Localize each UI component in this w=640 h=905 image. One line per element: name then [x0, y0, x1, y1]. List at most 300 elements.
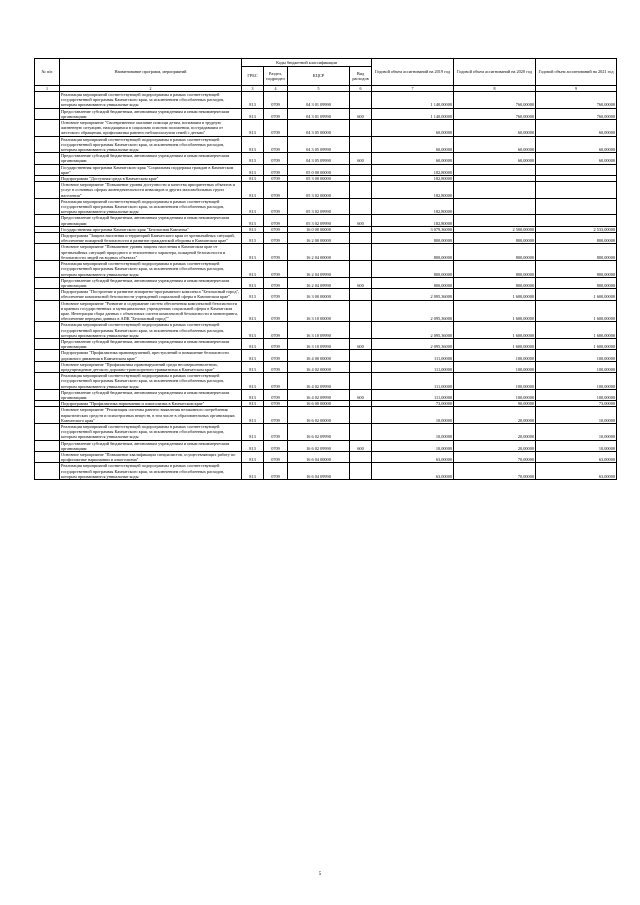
row-2020: 60,00000: [454, 153, 536, 164]
row-num: [35, 440, 60, 451]
row-2021: 63,00000: [536, 452, 617, 463]
row-2019: 800,00000: [372, 277, 454, 288]
row-num: [35, 261, 60, 278]
row-csr: 16 4 02 00000: [288, 361, 350, 372]
row-2020: 760,00000: [454, 92, 536, 109]
row-2021: 60,00000: [536, 136, 617, 153]
row-num: [35, 277, 60, 288]
row-vr: [350, 198, 372, 215]
row-rzpr: 0709: [264, 277, 288, 288]
row-2021: 10,00000: [536, 407, 617, 424]
row-2019: 2 095,36000: [372, 289, 454, 300]
row-name: Предоставление субсидий бюджетным, автономным учреждениям и иным некоммерческим организациям: [60, 389, 242, 400]
row-num: [35, 300, 60, 322]
col-number: 9: [536, 86, 617, 92]
row-csr: 05 3 00 00000: [288, 176, 350, 182]
table-row: [35, 361, 617, 372]
row-2019: 111,00000: [372, 361, 454, 372]
row-csr: 16 6 02 00000: [288, 407, 350, 424]
row-csr: 04 3 05 09990: [288, 153, 350, 164]
row-2020: [454, 164, 536, 175]
header-name: Наименование программ, мероприятий: [60, 59, 242, 86]
row-rzpr: 0709: [264, 226, 288, 232]
row-2019: 182,80000: [372, 198, 454, 215]
row-rzpr: 0709: [264, 440, 288, 451]
row-vr: [350, 233, 372, 244]
row-num: [35, 322, 60, 339]
row-name: Реализация мероприятий соответствующей подпрограммы в рамках соответствующей государственной программы Камчатского края, за исключением обособленных расходов, которым присваиваются уникальные коды: [60, 322, 242, 339]
row-csr: 05 3 02 09990: [288, 215, 350, 226]
row-vr: 600: [350, 108, 372, 119]
table-row: [35, 373, 617, 390]
table-row: [35, 120, 617, 137]
row-grbs: 813: [242, 215, 264, 226]
row-grbs: 813: [242, 277, 264, 288]
row-2021: [536, 182, 617, 199]
row-2021: 60,00000: [536, 120, 617, 137]
row-num: [35, 350, 60, 361]
row-num: [35, 407, 60, 424]
row-2021: [536, 215, 617, 226]
row-csr: 04 3 05 09990: [288, 136, 350, 153]
table-row: [35, 215, 617, 226]
row-2020: 70,00000: [454, 463, 536, 480]
row-rzpr: 0709: [264, 233, 288, 244]
row-2021: [536, 198, 617, 215]
col-number: 1: [35, 86, 60, 92]
row-grbs: 813: [242, 423, 264, 440]
row-2021: 100,00000: [536, 373, 617, 390]
row-name: Подпрограмма "Защита населения и территорий Камчатского края от чрезвычайных ситуаций, обеспечение пожарной безопасности и развитие гражданской обороны в Камчатском крае": [60, 233, 242, 244]
row-2020: [454, 215, 536, 226]
row-num: [35, 108, 60, 119]
row-name: Государственная программа Камчатского края "Безопасная Камчатка": [60, 226, 242, 232]
row-grbs: 813: [242, 261, 264, 278]
row-grbs: 813: [242, 300, 264, 322]
row-name: Предоставление субсидий бюджетным, автономным учреждениям и иным некоммерческим организациям: [60, 108, 242, 119]
row-2020: 100,00000: [454, 389, 536, 400]
row-csr: 16 6 04 09990: [288, 463, 350, 480]
row-2020: 100,00000: [454, 361, 536, 372]
row-name: Предоставление субсидий бюджетным, автономным учреждениям и иным некоммерческим организациям: [60, 215, 242, 226]
row-name: Предоставление субсидий бюджетным, автономным учреждениям и иным некоммерческим организациям: [60, 440, 242, 451]
table-row: [35, 261, 617, 278]
row-vr: [350, 361, 372, 372]
table-row: [35, 244, 617, 261]
row-grbs: 813: [242, 120, 264, 137]
row-2019: 182,80000: [372, 176, 454, 182]
row-vr: [350, 289, 372, 300]
row-grbs: 813: [242, 233, 264, 244]
row-csr: 05 0 00 00000: [288, 164, 350, 175]
row-csr: 16 2 04 00000: [288, 244, 350, 261]
table-row: [35, 440, 617, 451]
row-2021: [536, 164, 617, 175]
row-vr: [350, 350, 372, 361]
table-row: [35, 407, 617, 424]
row-2019: 111,00000: [372, 373, 454, 390]
row-2019: 63,00000: [372, 452, 454, 463]
header-2019: Годовой объем ассигнований на 2019 год: [372, 59, 454, 86]
row-rzpr: 0709: [264, 215, 288, 226]
row-2021: 60,00000: [536, 153, 617, 164]
row-grbs: 813: [242, 373, 264, 390]
header-num: № п/п: [35, 59, 60, 86]
row-grbs: 813: [242, 244, 264, 261]
row-2021: 760,00000: [536, 108, 617, 119]
col-number: 3: [242, 86, 264, 92]
row-rzpr: 0709: [264, 452, 288, 463]
row-2020: 1 600,00000: [454, 300, 536, 322]
row-rzpr: 0709: [264, 261, 288, 278]
row-rzpr: 0709: [264, 338, 288, 349]
row-grbs: 813: [242, 289, 264, 300]
row-num: [35, 338, 60, 349]
col-number: 5: [288, 86, 350, 92]
header-2020: Годовой объем ассигнований на 2020 год: [454, 59, 536, 86]
table-row: [35, 300, 617, 322]
row-name: Реализация мероприятий соответствующей подпрограммы в рамках соответствующей государственной программы Камчатского края, за исключением обособленных расходов, которым присваиваются уникальные коды: [60, 92, 242, 109]
row-2019: 1 140,00000: [372, 92, 454, 109]
row-2021: 1 600,00000: [536, 322, 617, 339]
row-2019: 60,00000: [372, 120, 454, 137]
row-name: Основное мероприятие "Профилактика правонарушений среди несовершеннолетних, предупреждение детского дорожно-транспортного травматизма в Камчатском крае": [60, 361, 242, 372]
row-num: [35, 289, 60, 300]
row-name: Основное мероприятие "Своевременное оказание помощи детям, попавшим в трудную жизненную ситуацию, находящимся в социально опасном положении, пострадавшим от жестокого обращения, профилактика раннего неблагополучия семей с детьми": [60, 120, 242, 137]
row-grbs: 813: [242, 350, 264, 361]
table-row: [35, 389, 617, 400]
header-csr: КЦСР: [288, 67, 350, 86]
row-name: Реализация мероприятий соответствующей подпрограммы в рамках соответствующей государственной программы Камчатского края, за исключением обособленных расходов, которым присваиваются уникальные коды: [60, 373, 242, 390]
row-2021: 100,00000: [536, 361, 617, 372]
table-row: [35, 198, 617, 215]
row-2019: 182,80000: [372, 164, 454, 175]
row-vr: 600: [350, 440, 372, 451]
row-rzpr: 0709: [264, 350, 288, 361]
row-2020: 800,00000: [454, 261, 536, 278]
table-row: [35, 233, 617, 244]
row-2020: 100,00000: [454, 373, 536, 390]
row-grbs: 813: [242, 389, 264, 400]
row-2021: 10,00000: [536, 423, 617, 440]
table-row: [35, 338, 617, 349]
row-rzpr: 0709: [264, 108, 288, 119]
row-rzpr: 0709: [264, 153, 288, 164]
row-csr: 16 3 10 00000: [288, 300, 350, 322]
row-csr: 16 4 00 00000: [288, 350, 350, 361]
col-number: 7: [372, 86, 454, 92]
row-num: [35, 463, 60, 480]
row-vr: 600: [350, 277, 372, 288]
row-2019: 60,00000: [372, 153, 454, 164]
row-name: Основное мероприятие "Повышение уровня защиты населения в Камчатском крае от чрезвычайных ситуаций природного и техногенного характера, пожарной безопасности и безопасности людей на водных объектах": [60, 244, 242, 261]
row-vr: [350, 423, 372, 440]
row-rzpr: 0709: [264, 407, 288, 424]
row-name: Основное мероприятие "Повышение уровня доступности и качества приоритетных объектов и услуг в основных сферах жизнедеятельности инвалидов и других маломобильных групп населения": [60, 182, 242, 199]
row-grbs: 813: [242, 338, 264, 349]
row-rzpr: 0709: [264, 361, 288, 372]
row-name: Реализация мероприятий соответствующей подпрограммы в рамках соответствующей государственной программы Камчатского края, за исключением обособленных расходов, которым присваиваются уникальные коды: [60, 136, 242, 153]
row-rzpr: 0709: [264, 289, 288, 300]
row-csr: 16 4 02 09990: [288, 373, 350, 390]
row-2019: 10,00000: [372, 423, 454, 440]
row-csr: 16 3 10 09990: [288, 338, 350, 349]
header-vr: Вид расходов: [350, 67, 372, 86]
row-2021: 800,00000: [536, 261, 617, 278]
row-2019: 63,00000: [372, 463, 454, 480]
row-csr: 16 2 04 09990: [288, 277, 350, 288]
row-num: [35, 198, 60, 215]
table-row: [35, 423, 617, 440]
row-vr: 600: [350, 215, 372, 226]
row-2020: 70,00000: [454, 452, 536, 463]
row-num: [35, 373, 60, 390]
row-2019: 800,00000: [372, 261, 454, 278]
col-number: 4: [264, 86, 288, 92]
row-vr: [350, 244, 372, 261]
row-2019: 2 095,36000: [372, 300, 454, 322]
row-grbs: 813: [242, 92, 264, 109]
row-2020: 20,00000: [454, 423, 536, 440]
row-num: [35, 164, 60, 175]
row-name: Реализация мероприятий соответствующей подпрограммы в рамках соответствующей государственной программы Камчатского края, за исключением обособленных расходов, которым присваиваются уникальные коды: [60, 423, 242, 440]
row-csr: 16 3 00 00000: [288, 289, 350, 300]
row-vr: [350, 407, 372, 424]
row-num: [35, 153, 60, 164]
row-grbs: 813: [242, 153, 264, 164]
row-name: Основное мероприятие "Повышение квалификации специалистов, осуществляющих работу по профилактике наркомании и алкоголизма": [60, 452, 242, 463]
col-number: 8: [454, 86, 536, 92]
budget-table: [34, 58, 617, 480]
table-row: [35, 153, 617, 164]
row-2020: 1 600,00000: [454, 322, 536, 339]
row-grbs: 813: [242, 322, 264, 339]
row-vr: [350, 373, 372, 390]
row-rzpr: 0709: [264, 164, 288, 175]
row-name: Государственная программа Камчатского края "Социальная поддержка граждан в Камчатском крае": [60, 164, 242, 175]
row-num: [35, 452, 60, 463]
row-csr: 16 6 02 09990: [288, 423, 350, 440]
row-2021: 1 600,00000: [536, 300, 617, 322]
col-number: 6: [350, 86, 372, 92]
row-2021: 63,00000: [536, 463, 617, 480]
row-vr: 600: [350, 389, 372, 400]
row-2020: 90,00000: [454, 401, 536, 407]
row-grbs: 813: [242, 452, 264, 463]
row-grbs: 813: [242, 361, 264, 372]
row-vr: [350, 92, 372, 109]
row-vr: 600: [350, 338, 372, 349]
row-rzpr: 0709: [264, 300, 288, 322]
table-row: [35, 108, 617, 119]
row-2021: 100,00000: [536, 350, 617, 361]
row-name: Основное мероприятие "Развитие и содержание систем обеспечения комплексной безопасности в краевых государственных и муниципальных учреждениях социальной сферы в Камчатском крае. Интеграция сбора данных с объектовых систем комплексной безопасности и мониторинга, обеспечение передачи данных в АПК "Безопасный город"": [60, 300, 242, 322]
row-csr: 16 3 10 09990: [288, 322, 350, 339]
row-rzpr: 0709: [264, 401, 288, 407]
row-csr: 04 3 01 09990: [288, 108, 350, 119]
row-csr: 05 3 02 09990: [288, 198, 350, 215]
row-2020: 60,00000: [454, 136, 536, 153]
row-vr: [350, 136, 372, 153]
row-vr: [350, 261, 372, 278]
row-vr: [350, 463, 372, 480]
row-num: [35, 215, 60, 226]
table-row: [35, 401, 617, 407]
row-2021: 1 600,00000: [536, 289, 617, 300]
header-grbs: ГРБС: [242, 67, 264, 86]
row-num: [35, 361, 60, 372]
row-2019: 800,00000: [372, 233, 454, 244]
row-rzpr: 0709: [264, 423, 288, 440]
row-grbs: 813: [242, 463, 264, 480]
table-row: [35, 350, 617, 361]
row-csr: 16 6 04 00000: [288, 452, 350, 463]
row-2019: 60,00000: [372, 136, 454, 153]
row-2020: 1 600,00000: [454, 338, 536, 349]
row-2019: 3 079,36000: [372, 226, 454, 232]
row-rzpr: 0709: [264, 244, 288, 261]
row-rzpr: 0709: [264, 373, 288, 390]
row-2021: 10,00000: [536, 440, 617, 451]
row-vr: [350, 182, 372, 199]
row-num: [35, 120, 60, 137]
row-grbs: 813: [242, 108, 264, 119]
row-rzpr: 0709: [264, 136, 288, 153]
row-vr: 600: [350, 153, 372, 164]
row-grbs: 813: [242, 401, 264, 407]
row-2021: 800,00000: [536, 233, 617, 244]
table-row: [35, 164, 617, 175]
row-2019: 2 095,36000: [372, 322, 454, 339]
row-grbs: 813: [242, 198, 264, 215]
row-csr: 16 6 02 09990: [288, 440, 350, 451]
table-body: [35, 92, 617, 480]
row-num: [35, 92, 60, 109]
row-2020: [454, 198, 536, 215]
row-2021: 2 533,00000: [536, 226, 617, 232]
row-name: Основное мероприятие "Реализация системы раннего выявления незаконного потребления наркотических средств и психотропных веществ, в том числе в образовательных организациях Камчатского края": [60, 407, 242, 424]
row-2020: 800,00000: [454, 244, 536, 261]
row-rzpr: 0709: [264, 176, 288, 182]
budget-table-sheet: [34, 58, 616, 480]
row-grbs: 813: [242, 136, 264, 153]
row-rzpr: 0709: [264, 322, 288, 339]
col-number: 2: [60, 86, 242, 92]
row-2019: 10,00000: [372, 440, 454, 451]
row-vr: [350, 300, 372, 322]
row-num: [35, 423, 60, 440]
row-name: Реализация мероприятий соответствующей подпрограммы в рамках соответствующей государственной программы Камчатского края, за исключением обособленных расходов, которым присваиваются уникальные коды: [60, 261, 242, 278]
table-row: [35, 277, 617, 288]
row-name: Предоставление субсидий бюджетным, автономным учреждениям и иным некоммерческим организациям: [60, 338, 242, 349]
table-row: [35, 226, 617, 232]
row-rzpr: 0709: [264, 463, 288, 480]
row-2020: 20,00000: [454, 440, 536, 451]
row-2020: 2 500,00000: [454, 226, 536, 232]
row-2020: 1 600,00000: [454, 289, 536, 300]
row-rzpr: 0709: [264, 198, 288, 215]
row-vr: [350, 322, 372, 339]
row-2020: [454, 182, 536, 199]
row-num: [35, 389, 60, 400]
row-name: Подпрограмма "Доступная среда в Камчатском крае": [60, 176, 242, 182]
row-csr: 04 3 01 09990: [288, 92, 350, 109]
row-2019: 2 095,36000: [372, 338, 454, 349]
row-2021: 800,00000: [536, 244, 617, 261]
table-row: [35, 452, 617, 463]
header-rzpr: Раздел, подраздел: [264, 67, 288, 86]
row-name: Предоставление субсидий бюджетным, автономным учреждениям и иным некоммерческим организациям: [60, 277, 242, 288]
table-row: [35, 92, 617, 109]
row-2019: 182,80000: [372, 182, 454, 199]
row-grbs: 813: [242, 176, 264, 182]
row-2021: 800,00000: [536, 277, 617, 288]
row-num: [35, 244, 60, 261]
row-name: Реализация мероприятий соответствующей подпрограммы в рамках соответствующей государственной программы Камчатского края, за исключением обособленных расходов, которым присваиваются уникальные коды: [60, 463, 242, 480]
row-csr: 04 3 05 00000: [288, 120, 350, 137]
row-csr: 16 2 04 09990: [288, 261, 350, 278]
row-rzpr: 0709: [264, 389, 288, 400]
row-rzpr: 0709: [264, 120, 288, 137]
row-grbs: 813: [242, 407, 264, 424]
row-name: Подпрограмма "Профилактика наркомании и алкоголизма в Камчатском крае": [60, 401, 242, 407]
row-name: Предоставление субсидий бюджетным, автономным учреждениям и иным некоммерческим организациям: [60, 153, 242, 164]
row-grbs: 813: [242, 440, 264, 451]
row-2020: 760,00000: [454, 108, 536, 119]
row-2019: 73,00000: [372, 401, 454, 407]
row-2019: 10,00000: [372, 407, 454, 424]
row-rzpr: 0709: [264, 92, 288, 109]
row-num: [35, 182, 60, 199]
row-num: [35, 233, 60, 244]
table-row: [35, 136, 617, 153]
row-vr: [350, 120, 372, 137]
row-2020: 800,00000: [454, 277, 536, 288]
row-2019: 800,00000: [372, 244, 454, 261]
row-csr: 16 2 00 00000: [288, 233, 350, 244]
row-2020: 60,00000: [454, 120, 536, 137]
table-row: [35, 322, 617, 339]
row-csr: 16 4 02 09990: [288, 389, 350, 400]
row-2019: 111,00000: [372, 389, 454, 400]
row-csr: 16 6 00 00000: [288, 401, 350, 407]
header-codes-group: Коды бюджетной классификации: [242, 59, 372, 67]
row-name: Подпрограмма "Профилактика правонарушений, преступлений и повышение безопасности дорожного движения в Камчатском крае": [60, 350, 242, 361]
row-2019: 1 140,00000: [372, 108, 454, 119]
row-grbs: 813: [242, 164, 264, 175]
header-2021: Годовой объем ассигнований на 2021 год: [536, 59, 617, 86]
row-2021: 73,00000: [536, 401, 617, 407]
row-csr: 05 3 02 00000: [288, 182, 350, 199]
row-2019: 182,80000: [372, 215, 454, 226]
row-2019: 111,00000: [372, 350, 454, 361]
row-vr: [350, 452, 372, 463]
row-grbs: 813: [242, 226, 264, 232]
row-name: Реализация мероприятий соответствующей подпрограммы в рамках соответствующей государственной программы Камчатского края, за исключением обособленных расходов, которым присваиваются уникальные коды: [60, 198, 242, 215]
row-2020: 800,00000: [454, 233, 536, 244]
row-csr: 16 0 00 00000: [288, 226, 350, 232]
row-2021: 100,00000: [536, 389, 617, 400]
row-2020: 100,00000: [454, 350, 536, 361]
row-name: Подпрограмма "Построение и развитие аппаратно-программного комплекса "Безопасный город", обеспечение комплексной безопасности учреждений социальной сферы в Камчатском крае": [60, 289, 242, 300]
row-2021: 1 600,00000: [536, 338, 617, 349]
row-rzpr: 0709: [264, 182, 288, 199]
page-number: 5: [318, 872, 322, 877]
row-vr: [350, 164, 372, 175]
row-2021: 760,00000: [536, 92, 617, 109]
row-2020: 20,00000: [454, 407, 536, 424]
row-grbs: 813: [242, 182, 264, 199]
